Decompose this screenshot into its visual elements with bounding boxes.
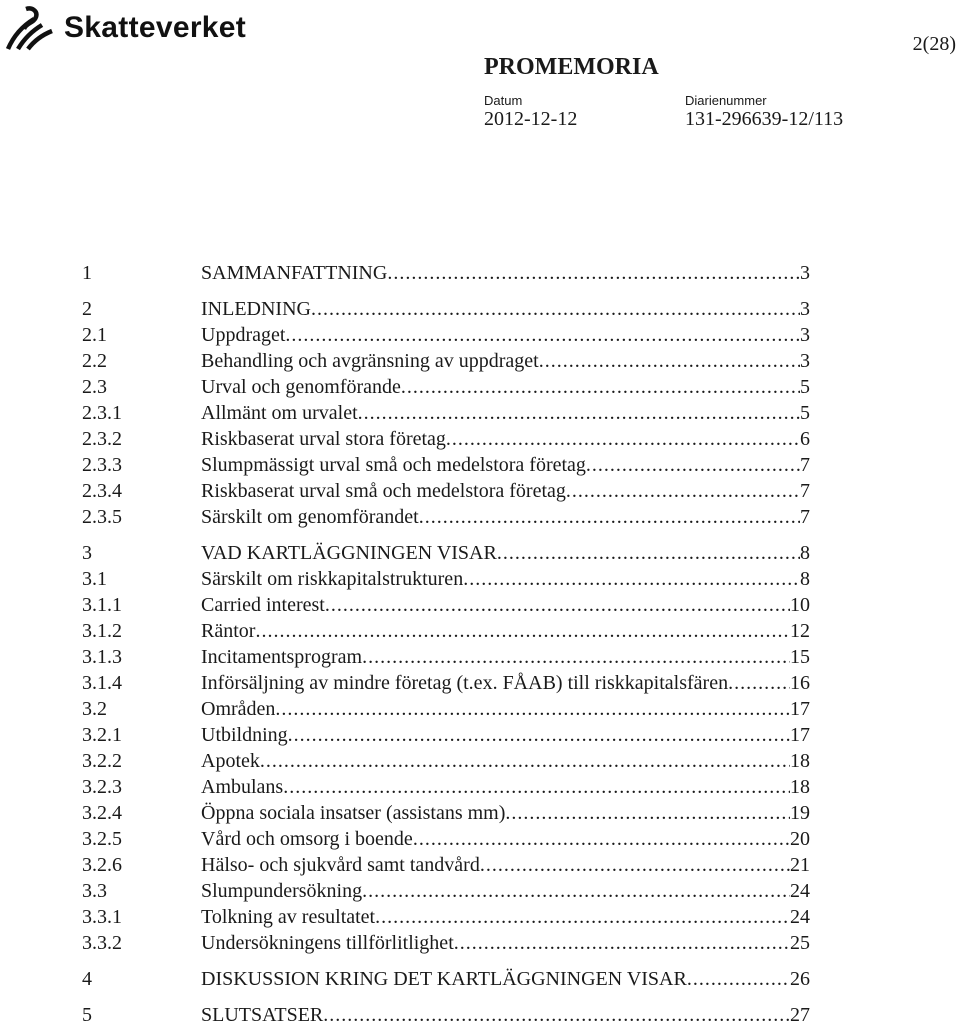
toc-number: 2.3.4 [82, 480, 122, 502]
toc-entry[interactable] [82, 696, 810, 722]
toc-entry[interactable] [82, 748, 810, 774]
toc-number: 2.2 [82, 350, 107, 372]
toc-number: 3.3.1 [82, 906, 122, 928]
toc-page: 5 [800, 376, 810, 398]
toc-number: 3.1.4 [82, 672, 122, 694]
toc-number: 3.1 [82, 568, 107, 590]
toc-entry[interactable] [82, 504, 810, 530]
reference-label: Diarienummer [685, 93, 767, 108]
toc-page: 12 [790, 620, 810, 642]
toc-entry[interactable] [82, 566, 810, 592]
toc-title: Uppdraget [201, 324, 286, 346]
toc-page: 20 [790, 828, 810, 850]
toc-entry[interactable] [82, 878, 810, 904]
toc-entry[interactable] [82, 400, 810, 426]
toc-page: 8 [800, 568, 810, 590]
toc-number: 3 [82, 542, 92, 564]
toc-title: Införsäljning av mindre företag (t.ex. FÅAB) till riskkapitalsfären [201, 672, 729, 694]
toc-entry[interactable] [82, 452, 810, 478]
toc-page: 10 [790, 594, 810, 616]
toc-page: 8 [800, 542, 810, 564]
date-label: Datum [484, 93, 523, 108]
toc-entry[interactable] [82, 592, 810, 618]
toc-title: DISKUSSION KRING DET KARTLÄGGNINGEN VISAR [201, 968, 687, 990]
toc-entry[interactable] [82, 322, 810, 348]
toc-title: Urval och genomförande [201, 376, 401, 398]
toc-entry[interactable] [82, 800, 810, 826]
toc-title: Incitamentsprogram [201, 646, 363, 668]
toc-page: 17 [790, 724, 810, 746]
toc-title: Carried interest [201, 594, 325, 616]
toc-number: 2.3.5 [82, 506, 122, 528]
toc-entry[interactable] [82, 348, 810, 374]
toc-title: Riskbaserat urval stora företag [201, 428, 446, 450]
logo-text: Skatteverket [64, 11, 247, 44]
reference-value: 131-296639-12/113 [685, 108, 844, 130]
toc-number: 1 [82, 262, 92, 284]
toc-title: Områden [201, 698, 276, 720]
toc-number: 3.2.2 [82, 750, 122, 772]
toc-title: Hälso- och sjukvård samt tandvård [201, 854, 480, 876]
toc-title: Slumpundersökning [201, 880, 363, 902]
toc-number: 3.2.4 [82, 802, 122, 824]
toc-number: 3.1.3 [82, 646, 122, 668]
toc-title: VAD KARTLÄGGNINGEN VISAR [201, 542, 497, 564]
toc-page: 26 [790, 968, 810, 990]
toc-title: Allmänt om urvalet [201, 402, 358, 424]
toc-entry[interactable] [82, 852, 810, 878]
toc-page: 18 [790, 776, 810, 798]
toc-title: Räntor [201, 620, 256, 642]
toc-page: 5 [800, 402, 810, 424]
toc-title: Öppna sociala insatser (assistans mm) [201, 802, 506, 824]
toc-title: Utbildning [201, 724, 288, 746]
toc-entry[interactable] [82, 644, 810, 670]
toc-title: INLEDNING [201, 298, 311, 320]
document-type: PROMEMORIA [484, 54, 659, 80]
toc-entry[interactable] [82, 670, 810, 696]
toc-page: 7 [800, 480, 810, 502]
toc-number: 5 [82, 1004, 92, 1026]
toc-page: 21 [790, 854, 810, 876]
toc-number: 3.3 [82, 880, 107, 902]
toc-title: Särskilt om riskkapitalstrukturen [201, 568, 464, 590]
toc-page: 24 [790, 906, 810, 928]
toc-entry[interactable] [82, 966, 810, 992]
toc-entry[interactable] [82, 930, 810, 956]
toc-number: 4 [82, 968, 92, 990]
toc-page: 7 [800, 454, 810, 476]
toc-page: 19 [790, 802, 810, 824]
toc-entry[interactable] [82, 296, 810, 322]
date-value: 2012-12-12 [484, 108, 578, 130]
toc-entry[interactable] [82, 826, 810, 852]
toc-entry[interactable] [82, 374, 810, 400]
toc-number: 2.3.2 [82, 428, 122, 450]
toc-entry[interactable] [82, 722, 810, 748]
toc-page: 7 [800, 506, 810, 528]
toc-page: 25 [790, 932, 810, 954]
toc-entry[interactable] [82, 904, 810, 930]
toc-page: 3 [800, 262, 810, 284]
toc-page: 16 [790, 672, 810, 694]
toc-number: 2.3.3 [82, 454, 122, 476]
crown-logo-icon [4, 5, 56, 51]
toc-title: Behandling och avgränsning av uppdraget [201, 350, 539, 372]
toc-entry[interactable] [82, 1002, 810, 1028]
toc-number: 3.2 [82, 698, 107, 720]
toc-page: 24 [790, 880, 810, 902]
toc-page: 15 [790, 646, 810, 668]
toc-page: 18 [790, 750, 810, 772]
toc-number: 2.3.1 [82, 402, 122, 424]
toc-number: 3.1.1 [82, 594, 122, 616]
toc-title: Ambulans [201, 776, 284, 798]
toc-number: 3.2.3 [82, 776, 122, 798]
toc-title: Tolkning av resultatet [201, 906, 376, 928]
toc-entry[interactable] [82, 478, 810, 504]
toc-entry[interactable] [82, 260, 810, 286]
toc-entry[interactable] [82, 540, 810, 566]
toc-page: 17 [790, 698, 810, 720]
toc-number: 2.3 [82, 376, 107, 398]
toc-title: SLUTSATSER [201, 1004, 324, 1026]
toc-number: 3.2.6 [82, 854, 122, 876]
toc-entry[interactable] [82, 426, 810, 452]
toc-page: 3 [800, 298, 810, 320]
toc-page: 27 [790, 1004, 810, 1026]
toc-title: Apotek [201, 750, 260, 772]
toc-entry[interactable] [82, 618, 810, 644]
toc-number: 3.2.1 [82, 724, 122, 746]
toc-title: Undersökningens tillförlitlighet [201, 932, 454, 954]
toc-number: 3.3.2 [82, 932, 122, 954]
toc-title: Riskbaserat urval små och medelstora företag [201, 480, 566, 502]
toc-title: Vård och omsorg i boende [201, 828, 413, 850]
page-number: 2(28) [912, 33, 956, 55]
toc-page: 3 [800, 324, 810, 346]
toc-title: SAMMANFATTNING [201, 262, 388, 284]
table-of-contents [82, 260, 810, 1028]
toc-entry[interactable] [82, 774, 810, 800]
toc-title: Slumpmässigt urval små och medelstora företag [201, 454, 586, 476]
skatteverket-logo [4, 4, 246, 52]
toc-number: 2 [82, 298, 92, 320]
toc-page: 3 [800, 350, 810, 372]
toc-number: 3.2.5 [82, 828, 122, 850]
toc-number: 3.1.2 [82, 620, 122, 642]
toc-title: Särskilt om genomförandet [201, 506, 419, 528]
toc-page: 6 [800, 428, 810, 450]
toc-number: 2.1 [82, 324, 107, 346]
